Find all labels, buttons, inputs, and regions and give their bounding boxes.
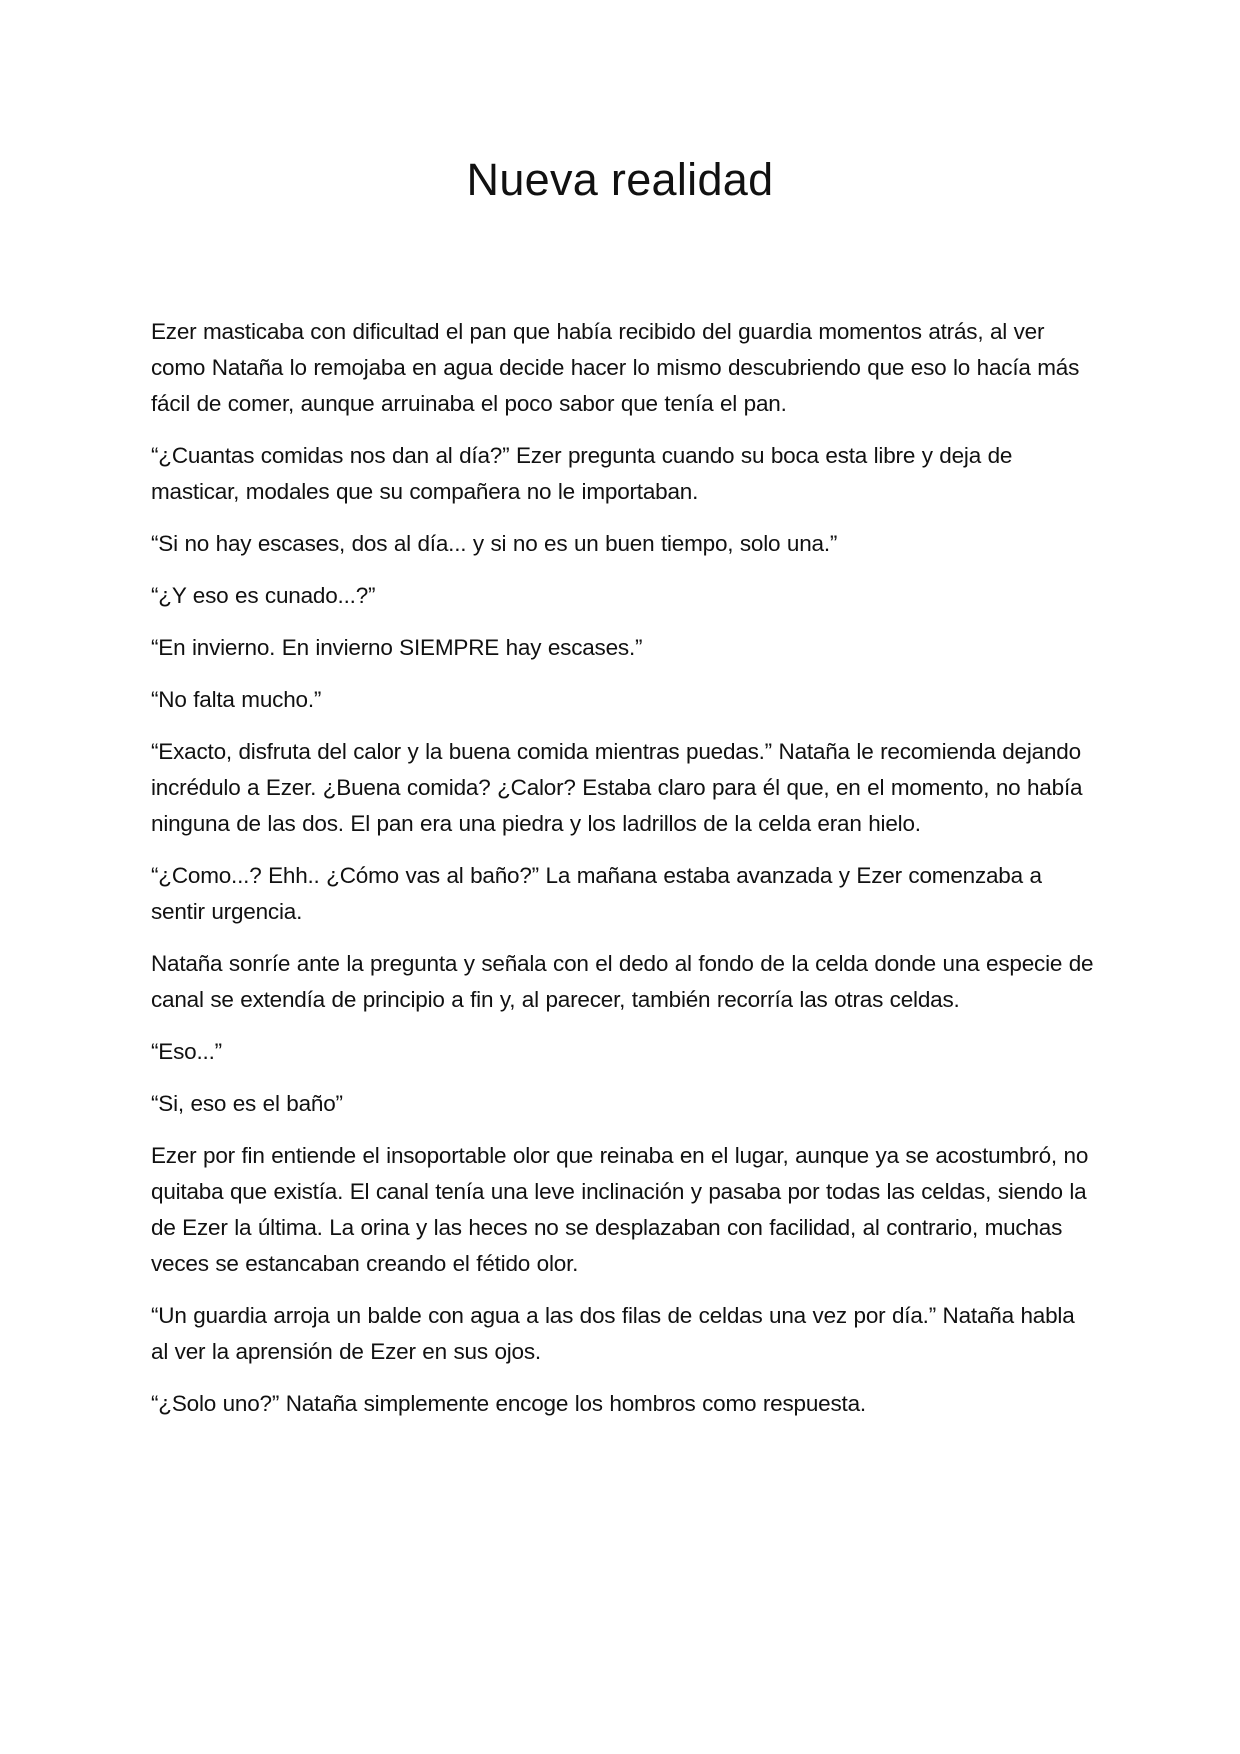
paragraph: “Un guardia arroja un balde con agua a las dos filas de celdas una vez por día.” Nataña habla al ver la aprensión de Ezer en sus ojos. xyxy=(151,1303,1075,1364)
paragraph: “¿Solo uno?” Nataña simplemente encoge los hombros como respuesta. xyxy=(151,1391,866,1416)
paragraph: Nataña sonríe ante la pregunta y señala con el dedo al fondo de la celda donde una especie de canal se extendía de principio a fin y, al parecer, también recorría las otras celdas. xyxy=(151,951,1094,1012)
paragraph: “En invierno. En invierno SIEMPRE hay escases.” xyxy=(151,635,643,660)
paragraph: “¿Y eso es cunado...?” xyxy=(151,583,376,608)
page-title: Nueva realidad xyxy=(466,154,774,205)
paragraph: Ezer por fin entiende el insoportable olor que reinaba en el lugar, aunque ya se acostumbró, no quitaba que existía. El canal tenía una leve inclinación y pasaba por todas las celdas, siendo la de Ezer la última. La orina y las heces no se desplazaban con facilidad, al contrario, muchas veces se estancaban creando el fétido olor. xyxy=(151,1143,1089,1276)
paragraph: “Eso...” xyxy=(151,1039,222,1064)
paragraph: Ezer masticaba con dificultad el pan que había recibido del guardia momentos atrás, al ver como Nataña lo remojaba en agua decide hacer lo mismo descubriendo que eso lo hacía más fácil de comer, aunque arruinaba el poco sabor que tenía el pan. xyxy=(151,319,1080,416)
document-body xyxy=(151,314,1096,1438)
paragraph: “Si no hay escases, dos al día... y si no es un buen tiempo, solo una.” xyxy=(151,531,838,556)
paragraph: “¿Como...? Ehh.. ¿Cómo vas al baño?” La mañana estaba avanzada y Ezer comenzaba a sentir urgencia. xyxy=(151,863,1042,924)
paragraph: “Si, eso es el baño” xyxy=(151,1091,343,1116)
paragraph: “Exacto, disfruta del calor y la buena comida mientras puedas.” Nataña le recomienda dejando incrédulo a Ezer. ¿Buena comida? ¿Calor? Estaba claro para él que, en el momento, no había ninguna de las dos. El pan era una piedra y los ladrillos de la celda eran hielo. xyxy=(151,739,1083,836)
paragraph: “No falta mucho.” xyxy=(151,687,322,712)
paragraph: “¿Cuantas comidas nos dan al día?” Ezer pregunta cuando su boca esta libre y deja de masticar, modales que su compañera no le importaban. xyxy=(151,443,1013,504)
